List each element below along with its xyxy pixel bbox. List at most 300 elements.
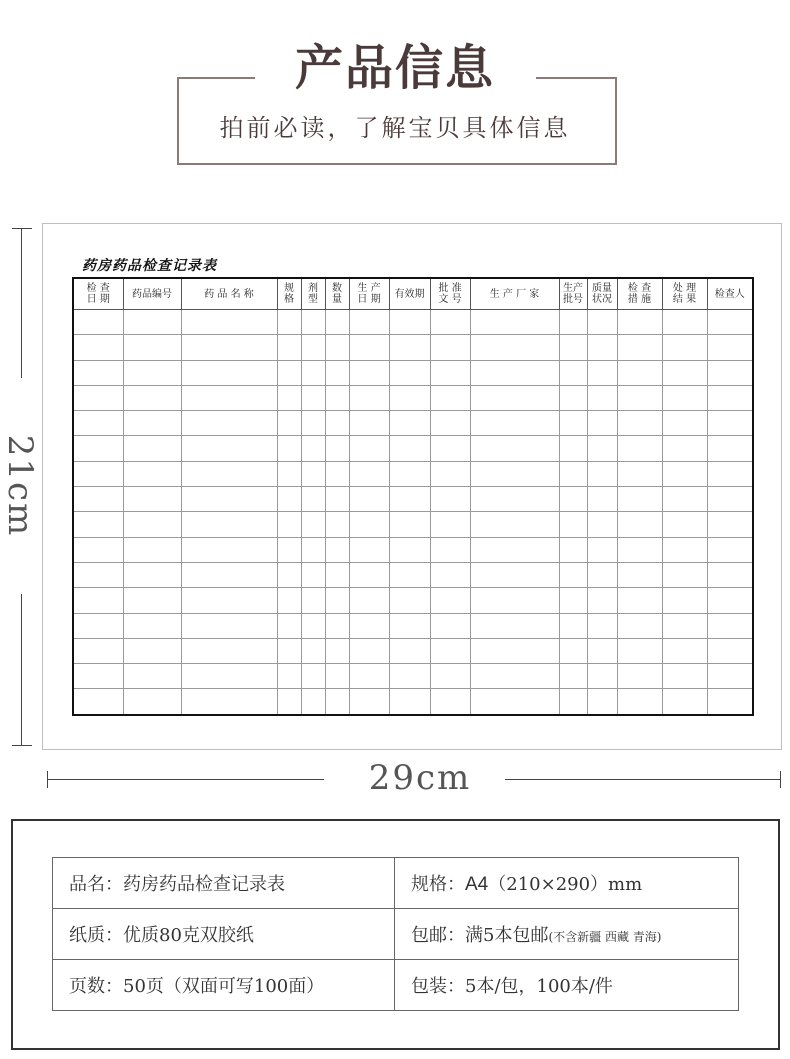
spec-size: A4 (465, 874, 489, 895)
table-cell (587, 335, 617, 360)
table-cell (325, 613, 349, 638)
table-cell (662, 411, 707, 436)
table-cell (123, 537, 181, 562)
table-cell (73, 385, 123, 410)
table-cell (277, 664, 301, 689)
table-cell (123, 335, 181, 360)
table-cell (559, 689, 587, 715)
table-cell (123, 689, 181, 715)
table-cell (707, 562, 753, 587)
table-row (73, 588, 753, 613)
table-cell (181, 360, 277, 385)
table-cell (181, 689, 277, 715)
height-marker-line-bottom (21, 594, 22, 745)
table-cell (470, 310, 559, 335)
packaging-cell (395, 960, 739, 1011)
column-header: 有效期 (389, 278, 430, 310)
table-cell (707, 613, 753, 638)
table-cell (587, 360, 617, 385)
table-cell (559, 613, 587, 638)
table-cell (662, 335, 707, 360)
product-name: 品名：药房药品检查记录表 (69, 874, 285, 895)
height-marker-top-cap (12, 228, 32, 229)
page-subtitle: 拍前必读，了解宝贝具体信息 (219, 114, 571, 142)
table-cell (559, 588, 587, 613)
table-cell (277, 512, 301, 537)
table-cell (662, 638, 707, 663)
table-cell (301, 562, 325, 587)
table-cell (389, 512, 430, 537)
table-cell (181, 638, 277, 663)
table-cell (325, 588, 349, 613)
table-cell (123, 664, 181, 689)
table-cell (617, 664, 662, 689)
table-cell (301, 411, 325, 436)
column-header: 检查人 (707, 278, 753, 310)
table-cell (349, 360, 389, 385)
spec-label: 规格： (411, 874, 465, 895)
table-cell (430, 689, 470, 715)
table-cell (430, 512, 470, 537)
table-cell (617, 562, 662, 587)
table-cell (181, 310, 277, 335)
table-cell (430, 335, 470, 360)
table-cell (470, 411, 559, 436)
table-cell (559, 461, 587, 486)
table-row (73, 664, 753, 689)
table-cell (301, 335, 325, 360)
table-row (73, 385, 753, 410)
column-header: 数 量 (325, 278, 349, 310)
table-cell (587, 461, 617, 486)
table-cell (430, 588, 470, 613)
table-cell (617, 588, 662, 613)
table-cell (349, 487, 389, 512)
info-row (53, 960, 739, 1011)
table-cell (662, 689, 707, 715)
table-cell (73, 512, 123, 537)
table-cell (430, 638, 470, 663)
column-header: 药品编号 (123, 278, 181, 310)
column-header: 生 产 日 期 (349, 278, 389, 310)
table-cell (587, 588, 617, 613)
info-row (53, 909, 739, 960)
table-cell (430, 461, 470, 486)
table-cell (389, 664, 430, 689)
table-cell (707, 360, 753, 385)
table-row (73, 487, 753, 512)
table-cell (470, 689, 559, 715)
page-count: 页数：50页（双面可写100面） (69, 976, 325, 997)
table-cell (181, 335, 277, 360)
table-cell (349, 689, 389, 715)
table-cell (277, 436, 301, 461)
table-cell (73, 562, 123, 587)
table-cell (389, 385, 430, 410)
table-cell (470, 638, 559, 663)
table-cell (349, 385, 389, 410)
table-cell (662, 537, 707, 562)
table-cell (349, 512, 389, 537)
table-cell (587, 613, 617, 638)
table-cell (301, 310, 325, 335)
page-title: 产品信息 (294, 40, 495, 96)
table-cell (617, 310, 662, 335)
table-cell (123, 613, 181, 638)
table-row (73, 638, 753, 663)
table-cell (181, 512, 277, 537)
table-cell (662, 664, 707, 689)
table-cell (707, 487, 753, 512)
table-cell (277, 537, 301, 562)
column-header: 剂 型 (301, 278, 325, 310)
table-cell (73, 411, 123, 436)
table-cell (325, 310, 349, 335)
table-cell (277, 588, 301, 613)
table-cell (325, 638, 349, 663)
table-cell (277, 613, 301, 638)
table-row (73, 461, 753, 486)
table-cell (559, 562, 587, 587)
table-cell (559, 335, 587, 360)
table-cell (470, 613, 559, 638)
table-cell (73, 360, 123, 385)
table-cell (617, 613, 662, 638)
table-cell (277, 385, 301, 410)
table-cell (325, 689, 349, 715)
table-cell (662, 512, 707, 537)
table-cell (430, 360, 470, 385)
table-cell (587, 562, 617, 587)
table-cell (73, 335, 123, 360)
table-cell (123, 638, 181, 663)
table-cell (430, 310, 470, 335)
table-cell (470, 537, 559, 562)
table-cell (587, 411, 617, 436)
table-cell (73, 613, 123, 638)
table-cell (123, 436, 181, 461)
table-cell (587, 638, 617, 663)
table-cell (349, 436, 389, 461)
table-header-row (73, 278, 753, 310)
table-cell (277, 487, 301, 512)
table-cell (181, 411, 277, 436)
table-cell (707, 664, 753, 689)
table-row (73, 411, 753, 436)
table-cell (587, 512, 617, 537)
table-cell (349, 411, 389, 436)
table-cell (559, 385, 587, 410)
table-cell (617, 335, 662, 360)
table-cell (301, 638, 325, 663)
table-cell (470, 385, 559, 410)
table-cell (277, 310, 301, 335)
table-row (73, 360, 753, 385)
table-cell (181, 461, 277, 486)
table-cell (662, 461, 707, 486)
table-cell (277, 562, 301, 587)
table-cell (430, 613, 470, 638)
table-cell (349, 335, 389, 360)
table-cell (123, 588, 181, 613)
table-cell (123, 562, 181, 587)
table-cell (349, 562, 389, 587)
table-cell (470, 436, 559, 461)
table-cell (181, 562, 277, 587)
table-cell (587, 689, 617, 715)
table-cell (617, 537, 662, 562)
table-cell (470, 360, 559, 385)
column-header: 批 准 文 号 (430, 278, 470, 310)
table-cell (559, 310, 587, 335)
table-cell (587, 385, 617, 410)
shipping-exclusions: (不含新疆 西藏 青海) (548, 930, 662, 944)
table-cell (181, 613, 277, 638)
table-cell (587, 436, 617, 461)
table-cell (430, 436, 470, 461)
table-cell (325, 537, 349, 562)
height-dimension-label: 21cm (0, 434, 40, 538)
table-cell (123, 411, 181, 436)
table-cell (559, 411, 587, 436)
table-cell (470, 487, 559, 512)
table-cell (389, 310, 430, 335)
packaging: 包装：5本/包，100本/件 (411, 976, 613, 997)
table-cell (470, 461, 559, 486)
table-cell (430, 487, 470, 512)
table-cell (301, 436, 325, 461)
table-cell (389, 613, 430, 638)
table-cell (73, 689, 123, 715)
table-cell (389, 411, 430, 436)
table-cell (617, 385, 662, 410)
table-cell (325, 385, 349, 410)
table-cell (662, 588, 707, 613)
table-cell (662, 613, 707, 638)
table-cell (277, 689, 301, 715)
table-cell (73, 436, 123, 461)
column-header: 药 品 名 称 (181, 278, 277, 310)
paper-quality: 纸质：优质80克双胶纸 (69, 925, 254, 946)
table-cell (73, 487, 123, 512)
column-header: 检 查 措 施 (617, 278, 662, 310)
table-cell (301, 613, 325, 638)
table-cell (325, 487, 349, 512)
table-cell (707, 512, 753, 537)
table-cell (277, 360, 301, 385)
table-cell (662, 385, 707, 410)
table-cell (559, 512, 587, 537)
table-cell (662, 487, 707, 512)
pages-cell (53, 960, 395, 1011)
table-cell (559, 638, 587, 663)
table-cell (73, 588, 123, 613)
table-cell (389, 588, 430, 613)
table-cell (662, 562, 707, 587)
table-cell (707, 385, 753, 410)
shipping-cell (395, 909, 739, 960)
form-title: 药房药品检查记录表 (82, 258, 217, 274)
table-cell (559, 537, 587, 562)
table-cell (430, 562, 470, 587)
table-cell (587, 310, 617, 335)
column-header: 处 理 结 果 (662, 278, 707, 310)
table-cell (470, 335, 559, 360)
table-cell (389, 461, 430, 486)
table-cell (277, 411, 301, 436)
table-cell (73, 461, 123, 486)
table-cell (181, 385, 277, 410)
table-cell (301, 385, 325, 410)
table-cell (617, 411, 662, 436)
table-row (73, 537, 753, 562)
table-row (73, 512, 753, 537)
table-cell (707, 411, 753, 436)
table-cell (349, 537, 389, 562)
table-cell (181, 588, 277, 613)
table-cell (73, 638, 123, 663)
table-cell (430, 537, 470, 562)
table-cell (707, 588, 753, 613)
table-cell (325, 360, 349, 385)
table-cell (470, 512, 559, 537)
table-cell (73, 537, 123, 562)
table-cell (559, 487, 587, 512)
table-row (73, 335, 753, 360)
table-cell (430, 411, 470, 436)
table-row (73, 436, 753, 461)
table-cell (707, 537, 753, 562)
table-cell (181, 436, 277, 461)
table-cell (707, 461, 753, 486)
column-header: 生 产 厂 家 (470, 278, 559, 310)
table-cell (707, 335, 753, 360)
table-cell (559, 360, 587, 385)
table-cell (430, 385, 470, 410)
shipping-offer: 包邮：满5本包邮 (411, 925, 549, 946)
column-header: 规 格 (277, 278, 301, 310)
table-cell (662, 310, 707, 335)
table-cell (349, 461, 389, 486)
table-cell (325, 664, 349, 689)
table-cell (587, 537, 617, 562)
table-cell (617, 487, 662, 512)
table-cell (325, 436, 349, 461)
table-cell (349, 613, 389, 638)
width-dimension-label: 29cm (368, 758, 472, 798)
table-cell (277, 461, 301, 486)
table-cell (389, 335, 430, 360)
table-cell (73, 664, 123, 689)
table-cell (181, 487, 277, 512)
paper-cell (53, 909, 395, 960)
table-cell (587, 487, 617, 512)
table-row (73, 689, 753, 715)
column-header: 质量 状况 (587, 278, 617, 310)
table-cell (617, 360, 662, 385)
table-row (73, 562, 753, 587)
table-cell (617, 461, 662, 486)
table-cell (181, 664, 277, 689)
table-cell (301, 588, 325, 613)
table-cell (389, 436, 430, 461)
table-cell (73, 310, 123, 335)
table-cell (123, 487, 181, 512)
table-cell (325, 411, 349, 436)
table-cell (587, 664, 617, 689)
table-cell (707, 436, 753, 461)
table-cell (707, 689, 753, 715)
table-cell (617, 689, 662, 715)
table-cell (617, 638, 662, 663)
table-cell (389, 689, 430, 715)
table-cell (349, 638, 389, 663)
table-cell (617, 436, 662, 461)
table-row (73, 613, 753, 638)
table-cell (325, 335, 349, 360)
table-cell (470, 562, 559, 587)
spec-cell (395, 858, 739, 909)
column-header: 生产 批号 (559, 278, 587, 310)
column-header: 检 查 日 期 (73, 278, 123, 310)
table-cell (389, 638, 430, 663)
product-info-table (52, 857, 739, 1011)
table-cell (349, 588, 389, 613)
table-cell (123, 461, 181, 486)
table-cell (430, 664, 470, 689)
table-cell (389, 487, 430, 512)
table-cell (123, 512, 181, 537)
table-cell (707, 638, 753, 663)
table-cell (301, 664, 325, 689)
table-cell (389, 562, 430, 587)
table-cell (389, 360, 430, 385)
table-cell (325, 562, 349, 587)
info-row (53, 858, 739, 909)
table-cell (325, 512, 349, 537)
spec-dimensions: （210×290）mm (488, 874, 643, 895)
table-cell (301, 487, 325, 512)
table-cell (389, 537, 430, 562)
inspection-record-table (72, 277, 754, 716)
table-cell (301, 512, 325, 537)
table-cell (470, 588, 559, 613)
table-cell (325, 461, 349, 486)
height-marker-bottom-cap (12, 745, 32, 746)
table-cell (277, 335, 301, 360)
table-cell (301, 537, 325, 562)
table-cell (662, 436, 707, 461)
table-cell (559, 436, 587, 461)
height-marker-line-top (21, 228, 22, 378)
table-cell (349, 310, 389, 335)
table-cell (349, 664, 389, 689)
table-row (73, 310, 753, 335)
table-cell (123, 360, 181, 385)
width-marker-right-cap (780, 771, 781, 788)
table-cell (123, 385, 181, 410)
table-cell (277, 638, 301, 663)
table-cell (301, 360, 325, 385)
table-cell (181, 537, 277, 562)
table-cell (617, 512, 662, 537)
width-marker-line-right (505, 779, 781, 780)
table-cell (662, 360, 707, 385)
table-cell (559, 664, 587, 689)
table-cell (707, 310, 753, 335)
product-name-cell (53, 858, 395, 909)
table-cell (301, 461, 325, 486)
